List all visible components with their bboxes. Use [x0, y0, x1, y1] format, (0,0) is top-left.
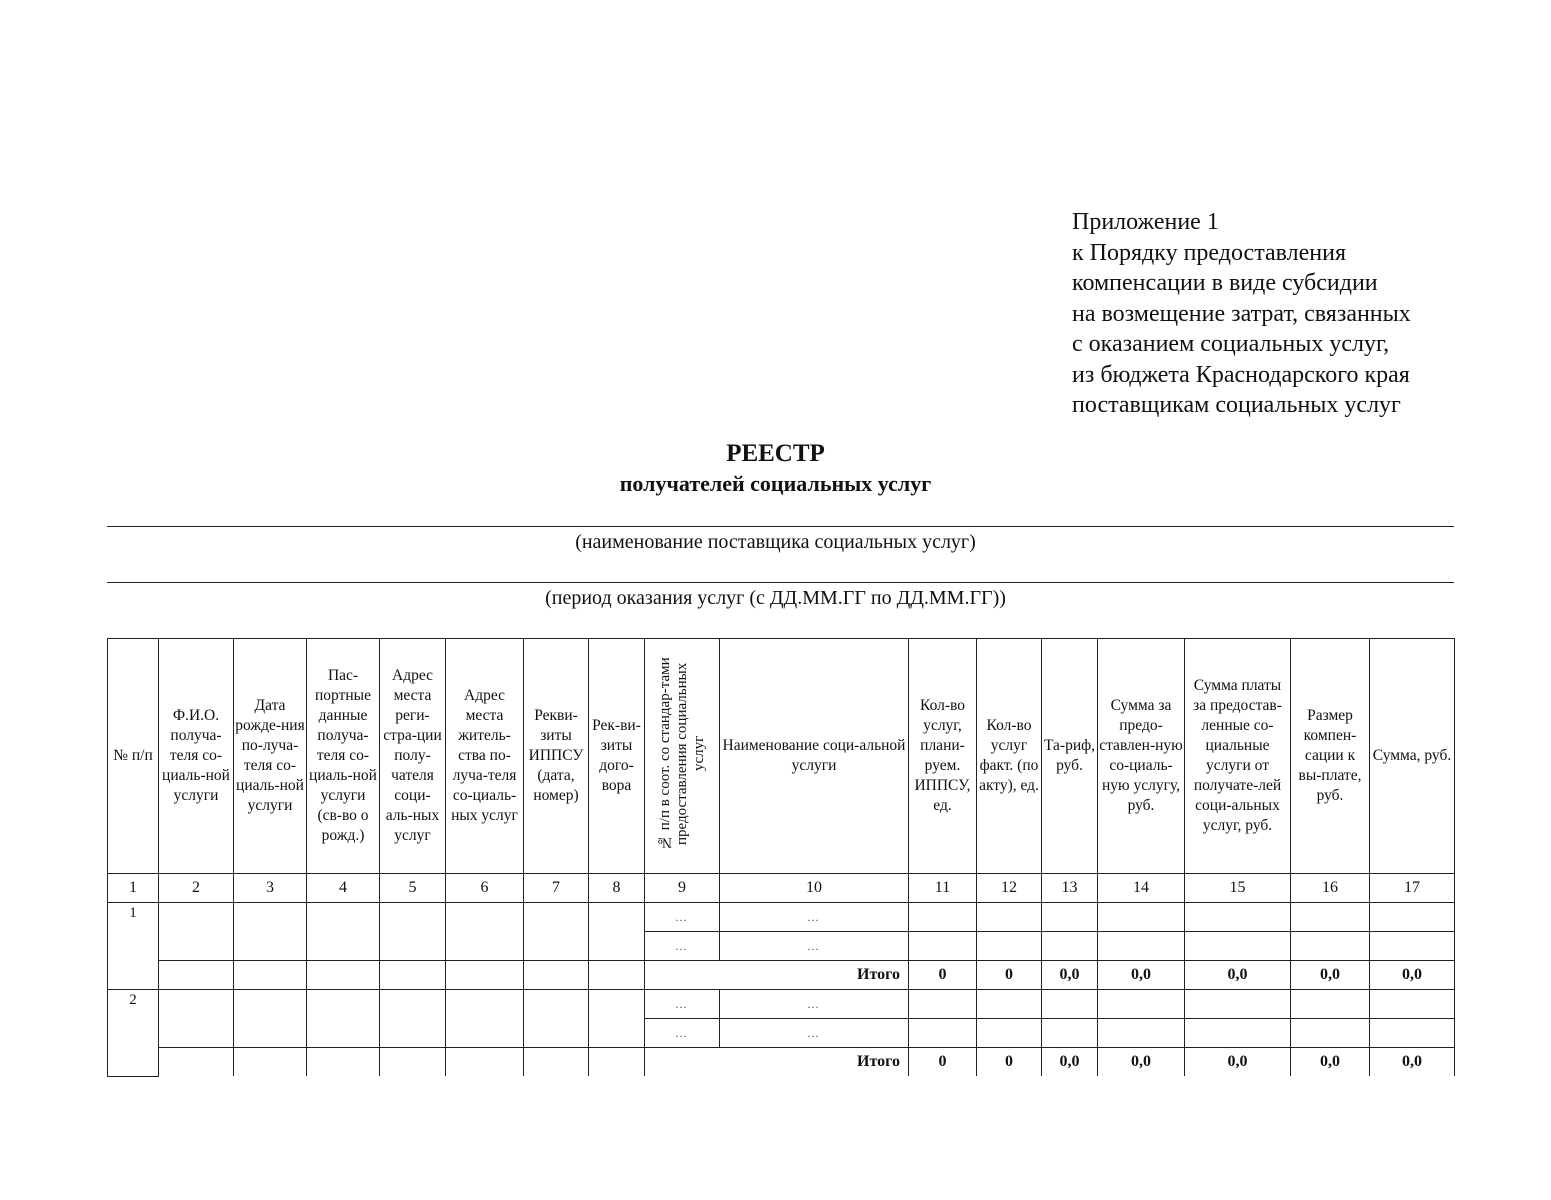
total-value: 0,0: [1370, 1048, 1455, 1077]
total-value: 0,0: [1098, 1048, 1185, 1077]
table-cell: [1042, 1019, 1098, 1048]
table-cell: [524, 990, 589, 1048]
ellipsis-cell: …: [645, 990, 720, 1019]
document-subtitle: получателей социальных услуг: [619, 471, 932, 496]
table-cell: [307, 990, 380, 1048]
table-cell: [589, 990, 645, 1048]
column-number: 5: [380, 874, 446, 903]
total-value: 0: [909, 1048, 977, 1077]
column-number: 16: [1291, 874, 1370, 903]
ellipsis-cell: …: [720, 932, 909, 961]
total-value: 0,0: [1291, 1048, 1370, 1077]
total-label: Итого: [645, 961, 909, 990]
table-cell: [159, 990, 234, 1048]
table-cell: [307, 903, 380, 961]
header-cell: Дата рожде-ния по-луча-теля со-циаль-ной услуги: [234, 639, 307, 874]
table-cell: [524, 1048, 589, 1077]
table-cell: [1098, 903, 1185, 932]
table-cell: [909, 990, 977, 1019]
table-cell: [446, 903, 524, 961]
appendix-line: с оказанием социальных услуг,: [1072, 331, 1390, 357]
table-cell: [1291, 1019, 1370, 1048]
appendix-line: на возмещение затрат, связанных: [1072, 300, 1411, 327]
table-cell: [524, 903, 589, 961]
table-cell: [446, 961, 524, 990]
ellipsis-cell: …: [645, 1019, 720, 1048]
table-cell: [1185, 903, 1291, 932]
ellipsis-cell: …: [720, 1019, 909, 1048]
header-cell: Рек-ви-зиты дого-вора: [589, 639, 645, 874]
header-cell: Наименование соци-альной услуги: [720, 639, 909, 874]
table-cell: [1370, 1019, 1455, 1048]
column-number: 2: [159, 874, 234, 903]
total-value: 0,0: [1042, 1048, 1098, 1077]
table-cell: [1098, 990, 1185, 1019]
column-number: 11: [909, 874, 977, 903]
ellipsis-cell: …: [720, 990, 909, 1019]
table-cell: [1042, 990, 1098, 1019]
period-caption: (период оказания услуг (с ДД.ММ.ГГ по ДД.ММ.ГГ)): [545, 587, 1006, 609]
total-value: 0,0: [1098, 961, 1185, 990]
table-cell: [159, 961, 234, 990]
total-value: 0: [977, 1048, 1042, 1077]
table-cell: [234, 903, 307, 961]
table-cell: [380, 990, 446, 1048]
group-number: 2: [108, 990, 159, 1077]
table-cell: [234, 1048, 307, 1077]
provider-caption: (наименование поставщика социальных услуг): [575, 531, 976, 553]
total-value: 0: [909, 961, 977, 990]
appendix-note: [1072, 207, 1411, 421]
header-cell: Сумма за предо-ставлен-ную со-циаль-ную услугу, руб.: [1098, 639, 1185, 874]
appendix-line: из бюджета Краснодарского края: [1072, 361, 1410, 388]
table-cell: [1370, 990, 1455, 1019]
total-value: 0,0: [1042, 961, 1098, 990]
header-cell: Та-риф, руб.: [1042, 639, 1098, 874]
header-cell: Ф.И.О. получа-теля со-циаль-ной услуги: [159, 639, 234, 874]
table-cell: [234, 990, 307, 1048]
total-label: Итого: [645, 1048, 909, 1077]
ellipsis-cell: …: [645, 932, 720, 961]
total-value: 0,0: [1185, 961, 1291, 990]
header-cell: Рекви-зиты ИППСУ (дата, номер): [524, 639, 589, 874]
total-row: [108, 1048, 1455, 1077]
table-cell: [1291, 990, 1370, 1019]
table-cell: [1042, 932, 1098, 961]
appendix-line: поставщикам социальных услуг: [1072, 392, 1401, 418]
table-cell: [909, 932, 977, 961]
table-cell: [307, 1048, 380, 1077]
group-number: 1: [108, 903, 159, 990]
total-row: [108, 961, 1455, 990]
total-value: 0,0: [1370, 961, 1455, 990]
table-cell: [1370, 932, 1455, 961]
table-cell: [589, 961, 645, 990]
service-row: [108, 903, 1455, 932]
table-cell: [1042, 903, 1098, 932]
table-cell: [380, 1048, 446, 1077]
header-cell: Сумма, руб.: [1370, 639, 1455, 874]
vertical-header-text: № п/п в соот. со стандар-тами предоставления социальных услуг: [656, 656, 707, 850]
document-title: РЕЕСТР: [726, 440, 825, 467]
table-cell: [909, 1019, 977, 1048]
header-cell: Пас-портные данные получа-теля со-циаль-ной услуги (св-во о рожд.): [307, 639, 380, 874]
column-number: 9: [645, 874, 720, 903]
table-cell: [159, 903, 234, 961]
column-number-row: [108, 874, 1455, 903]
column-number: 8: [589, 874, 645, 903]
total-value: 0,0: [1185, 1048, 1291, 1077]
column-number: 15: [1185, 874, 1291, 903]
table-cell: [380, 961, 446, 990]
table-cell: [1185, 1019, 1291, 1048]
table-cell: [1185, 990, 1291, 1019]
appendix-line: компенсации в виде субсидии: [1072, 270, 1378, 296]
table-cell: [977, 903, 1042, 932]
table-cell: [1370, 903, 1455, 932]
table-cell: [307, 961, 380, 990]
header-cell: Сумма платы за предостав-ленные со-циальные услуги от получате-лей соци-альных услуг, руб.: [1185, 639, 1291, 874]
column-number: 1: [108, 874, 159, 903]
header-cell: № п/п: [108, 639, 159, 874]
column-number: 3: [234, 874, 307, 903]
provider-name-line: [107, 526, 1454, 527]
appendix-line: к Порядку предоставления: [1072, 239, 1347, 266]
header-row: [108, 639, 1455, 874]
period-line: [107, 582, 1454, 583]
header-cell: Кол-во услуг факт. (по акту), ед.: [977, 639, 1042, 874]
total-value: 0: [977, 961, 1042, 990]
table-cell: [234, 961, 307, 990]
table-cell: [977, 932, 1042, 961]
table-cell: [1291, 903, 1370, 932]
table-cell: [909, 903, 977, 932]
table-cell: [380, 903, 446, 961]
table-cell: [1185, 932, 1291, 961]
column-number: 13: [1042, 874, 1098, 903]
total-value: 0,0: [1291, 961, 1370, 990]
table-cell: [589, 1048, 645, 1077]
table-cell: [446, 1048, 524, 1077]
column-number: 4: [307, 874, 380, 903]
header-cell-vertical: [645, 639, 720, 874]
column-number: 7: [524, 874, 589, 903]
column-number: 14: [1098, 874, 1185, 903]
table-cell: [1098, 1019, 1185, 1048]
header-cell: Кол-во услуг, плани-руем. ИППСУ, ед.: [909, 639, 977, 874]
table-cell: [159, 1048, 234, 1077]
ellipsis-cell: …: [720, 903, 909, 932]
table-cell: [589, 903, 645, 961]
table-cell: [1098, 932, 1185, 961]
appendix-line: Приложение 1: [1072, 209, 1219, 235]
service-row: [108, 990, 1455, 1019]
table-cell: [977, 1019, 1042, 1048]
header-cell: Адрес места реги-стра-ции полу-чателя соци-аль-ных услуг: [380, 639, 446, 874]
column-number: 6: [446, 874, 524, 903]
ellipsis-cell: …: [645, 903, 720, 932]
column-number: 17: [1370, 874, 1455, 903]
table-cell: [1291, 932, 1370, 961]
column-number: 10: [720, 874, 909, 903]
table-cell: [977, 990, 1042, 1019]
column-number: 12: [977, 874, 1042, 903]
header-cell: Адрес места житель-ства по-луча-теля со-циаль-ных услуг: [446, 639, 524, 874]
table-cell: [446, 990, 524, 1048]
header-cell: Размер компен-сации к вы-плате, руб.: [1291, 639, 1370, 874]
table-cell: [524, 961, 589, 990]
registry-table: [107, 638, 1455, 1077]
